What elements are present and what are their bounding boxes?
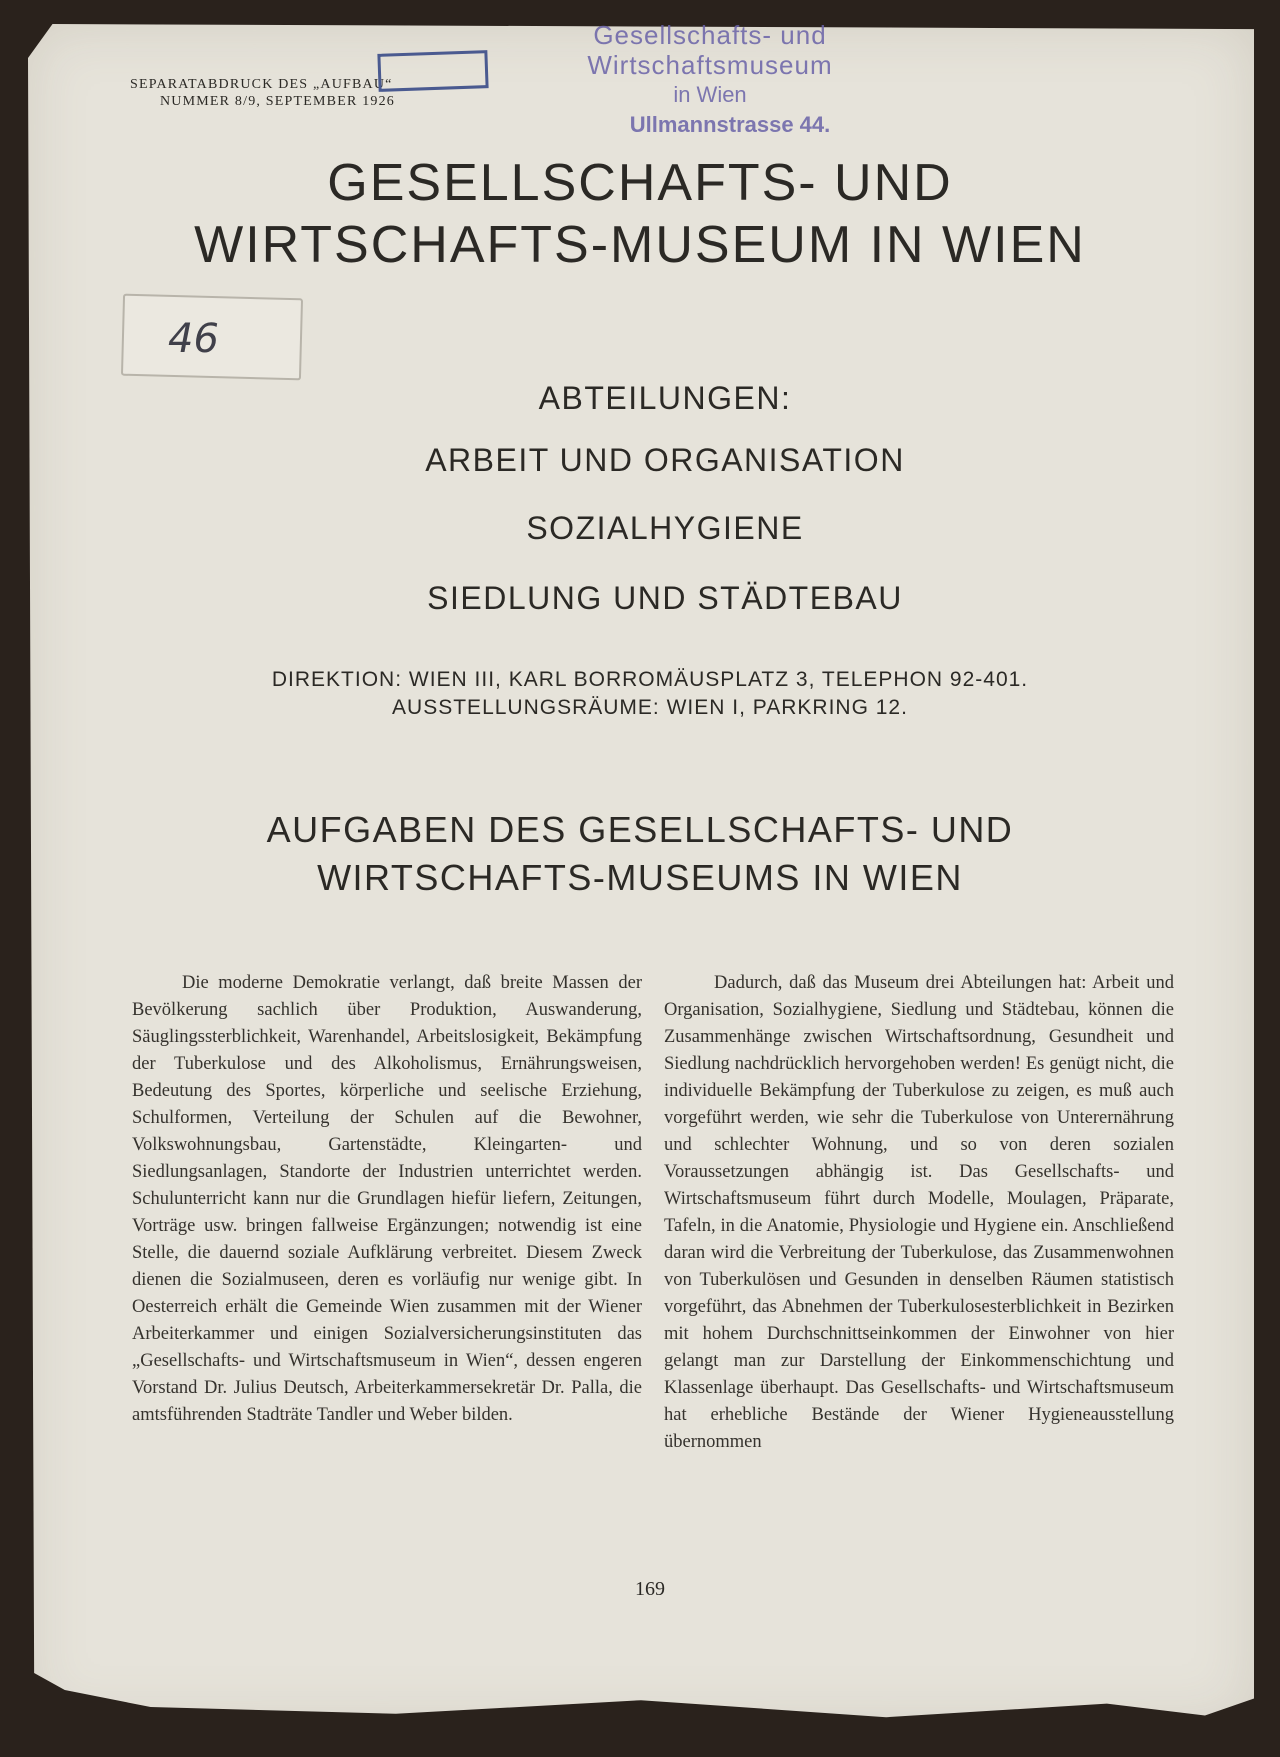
stamp-line-1: Gesellschafts- und: [593, 20, 827, 50]
ausstellung-line: AUSSTELLUNGSRÄUME: WIEN I, PARKRING 12.: [392, 696, 908, 719]
section-title: AUFGABEN DES GESELLSCHAFTS- UND WIRTSCHAFTS-MUSEUMS IN WIEN: [266, 809, 1014, 898]
main-title: GESELLSCHAFTS- UND WIRTSCHAFTS-MUSEUM IN WIEN: [194, 154, 1086, 274]
stamp-line-2: Wirtschaftsmuseum: [587, 50, 833, 80]
stamp-line-4: Ullmannstrasse 44.: [629, 112, 831, 137]
stamp-line-3: in Wien: [673, 82, 747, 107]
direktion-line: DIREKTION: WIEN III, KARL BORROMÄUSPLATZ 3, TELEPHON 92-401.: [271, 668, 1029, 691]
body-column-left: [132, 970, 642, 1429]
paragraph: Die moderne Demokratie verlangt, daß breite Massen der Bevölkerung sachlich über Produktion, Auswanderung, Säuglingssterblichkeit, Warenhandel, Arbeitslosigkeit, Bekämpfung der Tuberkulose und des Alkoholismus, Ernährungsweisen, Bedeutung des Sportes, körperliche und seelische Erziehung, Schulformen, Verteilung der Schulen auf die Bewohner, Volkswohnungsbau, Gartenstädte, Kleingarten- und Siedlungsanlagen, Standorte der Industrien unterrichtet werden. Schulunterricht kann nur die Grundlagen hiefür liefern, Zeitungen, Vorträge usw. bringen fallweise Ergänzungen; notwendig ist eine Stelle, die dauernd soziale Aufklärung verbreitet. Diesem Zweck dienen die Sozialmuseen, deren es vorläufig nur wenige gibt. In Oesterreich erhält die Gemeinde Wien zusammen mit der Wiener Arbeiterkammer und einigen Sozialversicherungsinstituten das „Gesellschafts- und Wirtschaftsmuseum in Wien“, dessen engeren Vorstand Dr. Julius Deutsch, Arbeiterkammersekretär Dr. Palla, die amtsführenden Stadträte Tandler und Weber bilden.: [132, 973, 642, 1425]
address-block: [180, 666, 1120, 722]
departments-heading: ABTEILUNGEN:: [538, 380, 792, 416]
body-column-right: [664, 970, 1174, 1456]
museum-stamp: [530, 20, 890, 140]
department-item: ARBEIT UND ORGANISATION: [425, 442, 905, 478]
handwritten-number: 46: [168, 316, 219, 362]
department-item: SOZIALHYGIENE: [526, 510, 804, 546]
aufbau-ink-box: [377, 50, 488, 92]
separat-line-2: NUMMER 8/9, SEPTEMBER 1926: [160, 94, 395, 109]
paragraph: Dadurch, daß das Museum drei Abteilungen hat: Arbeit und Organisation, Sozialhygiene, Siedlung und Städtebau, können die Zusammenhänge zwischen Wirtschaftsordnung, Gesundheit und Siedlung nachdrücklich hervorgehoben werden! Es genügt nicht, die individuelle Bekämpfung der Tuberkulose zu zeigen, es muß auch vorgeführt werden, wie sehr die Tuberkulose von Unterernährung und schlechter Wohnung, und so von deren sozialen Voraussetzungen abhängig ist. Das Gesellschafts- und Wirtschaftsmuseum führt durch Modelle, Moulagen, Präparate, Tafeln, in die Anatomie, Physiologie und Hygiene ein. Anschließend daran wird die Verbreitung der Tuberkulose, das Zusammenwohnen von Tuberkulösen und Gesunden in denselben Räumen statistisch vorgeführt, das Abnehmen der Tuberkulosesterblichkeit in Bezirken mit hohem Durchschnittseinkommen der Einwohner von hier gelangt man zur Darstellung der Einkommenschichtung und Klassenlage überhaupt. Das Gesellschafts- und Wirtschaftsmuseum hat erhebliche Bestände der Wiener Hygieneausstellung übernommen: [664, 973, 1174, 1452]
separat-line-1: SEPARATABDRUCK DES „AUFBAU“: [130, 77, 393, 92]
department-item: SIEDLUNG UND STÄDTEBAU: [427, 580, 903, 616]
page-number: 169: [635, 1578, 665, 1600]
